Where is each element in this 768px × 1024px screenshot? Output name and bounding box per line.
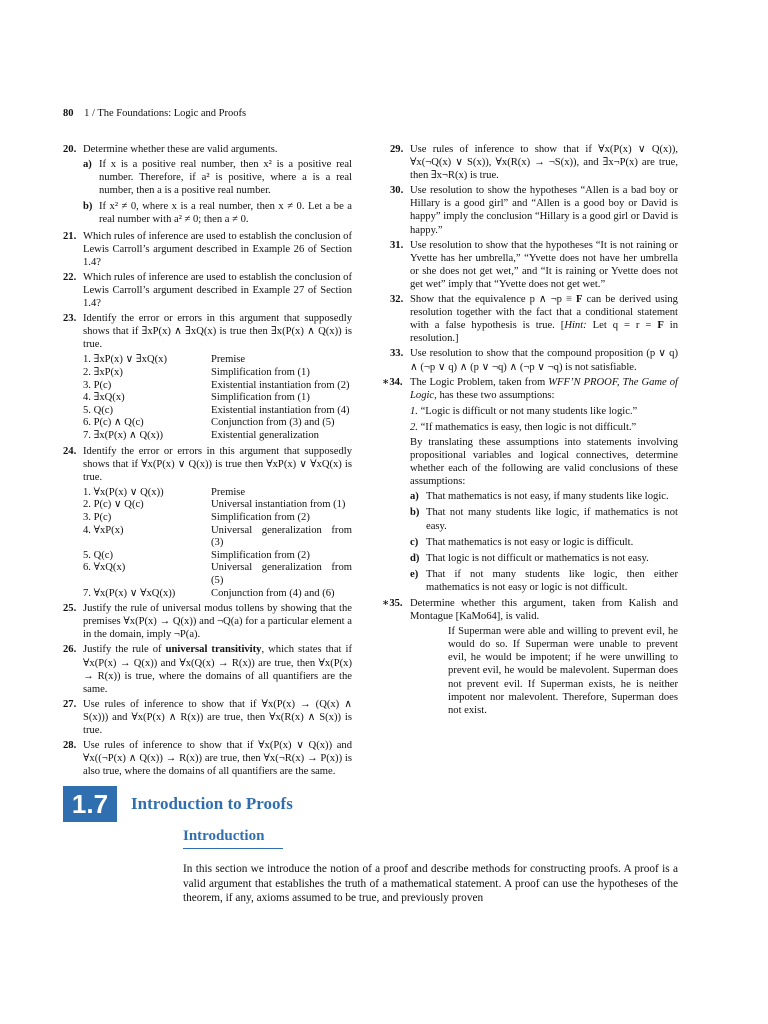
item-text: If x² ≠ 0, where x is a real number, then x ≠ 0. Let a be a real number with a² ≠ 0; then a ≠ 0. <box>99 201 352 226</box>
exercise-text: Which rules of inference are used to establish the conclusion of Lewis Carroll’s argument described in Example 27 of Section 1.4? <box>83 271 352 310</box>
exercise-number: ∗34. <box>382 376 403 388</box>
section-number-badge: 1.7 <box>63 786 117 822</box>
exercise-20b <box>83 200 352 226</box>
exercise-text-pre: The Logic Problem, taken from <box>410 376 549 388</box>
proof-step-statement: 3. P(c) <box>83 379 112 391</box>
item-text: That mathematics is not easy, if many students like logic. <box>426 491 669 503</box>
proof-step-reason: Universal generalization from (5) <box>211 562 352 586</box>
item-label: a) <box>83 159 92 171</box>
proof-step-row <box>83 392 352 405</box>
assumption-2 <box>410 421 678 434</box>
proof-step-reason: Universal generalization from (3) <box>211 524 352 549</box>
false-symbol: F <box>576 294 583 306</box>
term-universal-transitivity: universal transitivity <box>165 644 262 656</box>
exercise-body: By translating these assumptions into statements involving propositional variables and logical connectives, determine whether each of the following are valid conclusions of these assumptions: <box>410 436 678 488</box>
exercise-number: 25. <box>63 603 77 615</box>
exercise-21 <box>63 230 352 269</box>
proof-step-row <box>83 562 352 587</box>
proof-step-row <box>83 499 352 512</box>
proof-step-reason: Simplification from (1) <box>211 392 310 404</box>
exercise-30 <box>390 184 678 236</box>
exercise-28 <box>63 739 352 778</box>
item-label: c) <box>410 536 419 548</box>
chapter-title: 1 / The Foundations: Logic and Proofs <box>84 108 247 119</box>
proof-step-row <box>83 487 352 500</box>
exercise-number: 21. <box>63 230 77 242</box>
proof-step-reason: Existential instantiation from (4) <box>211 404 350 416</box>
exercise-text-pre: Show that the equivalence p ∧ ¬p ≡ <box>410 294 576 306</box>
exercise-27 <box>63 698 352 737</box>
exercise-35 <box>382 597 678 717</box>
proof-step-row <box>83 430 352 443</box>
conclusion-item <box>410 552 678 565</box>
page-number: 80 <box>63 108 74 119</box>
exercises-right-column <box>382 143 679 719</box>
proof-step-statement: 1. ∀x(P(x) ∨ Q(x)) <box>83 486 164 498</box>
proof-step-reason: Simplification from (2) <box>211 512 310 524</box>
exercise-34 <box>382 376 678 594</box>
exercise-26 <box>63 643 352 695</box>
conclusion-list <box>410 490 678 594</box>
item-label: b) <box>83 201 93 213</box>
exercise-number: 30. <box>390 185 404 197</box>
assumption-text: “Logic is difficult or not many students like logic.” <box>417 405 638 417</box>
exercise-text: Determine whether these are valid arguments. <box>83 144 278 155</box>
proof-step-row <box>83 405 352 418</box>
item-text: That logic is not difficult or mathematics is not easy. <box>426 552 649 564</box>
proof-step-reason: Universal instantiation from (1) <box>211 499 346 511</box>
proof-step-statement: 4. ∀xP(x) <box>83 524 124 536</box>
subsection-heading: Introduction <box>183 828 283 849</box>
proof-step-reason: Conjunction from (3) and (5) <box>211 417 335 429</box>
exercise-number: 26. <box>63 644 77 656</box>
assumption-number: 1. <box>410 405 418 417</box>
exercise-number: 29. <box>390 144 404 155</box>
superman-passage: If Superman were able and willing to prevent evil, he would do so. If Superman were unable to prevent evil, he would be impotent; if he were unwilling to prevent evil, he would be malevolent. Superman does not prevent evil. If Superman exists, he is neither impotent nor malevolent. Therefore, Superman does not exist. <box>448 626 678 716</box>
exercise-20 <box>63 143 352 227</box>
item-text: That if not many students like logic, then either mathematics is not easy or logic is not difficult. <box>426 568 678 593</box>
proof-step-row <box>83 417 352 430</box>
exercise-text-post: , which states that if ∀x(P(x) → Q(x)) and ∀x(Q(x) → R(x)) are true, then ∀x(P(x) → R(x)) is true, where the domains of all quantifiers are the same. <box>83 644 352 695</box>
proof-step-statement: 6. ∀xQ(x) <box>83 562 126 574</box>
proof-steps-table <box>83 487 352 600</box>
proof-step-statement: 5. Q(c) <box>83 549 114 561</box>
proof-step-statement: 2. ∃xP(x) <box>83 367 123 378</box>
false-symbol: F <box>657 320 664 332</box>
item-label: b) <box>410 507 420 519</box>
item-label: a) <box>410 491 419 503</box>
assumption-text: “If mathematics is easy, then logic is not difficult.” <box>417 421 637 433</box>
exercise-number: 24. <box>63 445 77 457</box>
proof-step-statement: 1. ∃xP(x) ∨ ∃xQ(x) <box>83 354 167 366</box>
proof-step-row <box>83 380 352 393</box>
proof-step-statement: 6. P(c) ∧ Q(c) <box>83 417 144 429</box>
exercise-number: 22. <box>63 271 77 283</box>
exercise-22 <box>63 271 352 310</box>
proof-step-reason: Existential generalization <box>211 429 319 441</box>
exercise-text: Use resolution to show the hypotheses “Allen is a bad boy or Hillary is a good girl” and “Allen is a good boy or David is happy” imply the conclusion “Hillary is a good girl or David is happy.” <box>410 185 678 236</box>
proof-step-reason: Simplification from (2) <box>211 549 310 561</box>
exercise-number: 31. <box>390 239 404 251</box>
proof-step-statement: 7. ∃x(P(x) ∧ Q(x)) <box>83 429 163 441</box>
proof-step-reason: Premise <box>211 486 246 498</box>
proof-step-statement: 3. P(c) <box>83 512 112 524</box>
exercise-number: ∗35. <box>382 598 403 609</box>
proof-step-reason: Existential instantiation from (2) <box>211 379 350 391</box>
proof-step-row <box>83 354 352 367</box>
exercise-31 <box>390 239 678 291</box>
body-paragraph: In this section we introduce the notion of a proof and describe methods for constructing proofs. A proof is a valid argument that establishes the truth of a mathematical statement. A proof can use the hypotheses of the theorem, if any, axioms assumed to be true, and previously proven <box>183 863 678 905</box>
exercise-text: Justify the rule of universal modus tollens by showing that the premises ∀x(P(x) → Q(x)) and ¬Q(a) for a particular element a in the domain, imply ¬P(a). <box>83 603 352 641</box>
proof-step-reason: Simplification from (1) <box>211 367 310 378</box>
conclusion-item <box>410 568 678 594</box>
assumption-1 <box>410 405 678 418</box>
exercise-33 <box>390 347 678 373</box>
exercise-text-mid2: Let q = r = <box>586 320 658 332</box>
proof-step-row <box>83 588 352 601</box>
proof-step-reason: Premise <box>211 354 246 366</box>
exercise-23 <box>63 312 352 442</box>
running-header <box>63 108 246 119</box>
conclusion-item <box>410 536 678 549</box>
conclusion-item <box>410 506 678 532</box>
proof-step-statement: 5. Q(c) <box>83 404 114 416</box>
item-text: That mathematics is not easy or logic is difficult. <box>426 536 634 548</box>
exercise-text: Use rules of inference to show that if ∀x(P(x) ∨ Q(x)), ∀x(¬Q(x) ∨ S(x)), ∀x(R(x) → ¬S(x)), and ∃x¬P(x) are true, then ∃x¬R(x) is true. <box>410 144 678 182</box>
exercise-text: Which rules of inference are used to establish the conclusion of Lewis Carroll’s argument described in Example 26 of Section 1.4? <box>83 230 352 268</box>
section-heading <box>63 786 293 822</box>
exercise-number: 32. <box>390 294 404 306</box>
conclusion-item <box>410 490 678 503</box>
item-label: d) <box>410 552 420 564</box>
exercise-29 <box>390 143 678 182</box>
exercise-number: 33. <box>390 348 404 360</box>
exercise-number: 27. <box>63 698 77 710</box>
exercise-25 <box>63 602 352 641</box>
exercise-text: Use resolution to show that the hypotheses “It is not raining or Yvette has her umbrella,” “Yvette does not have her umbrella or she does not get wet,” and “It is raining or Yvette does not get wet” imply that “Yvette does not get wet.” <box>410 239 678 290</box>
exercise-text-post: , has these two assumptions: <box>434 389 555 401</box>
exercise-text-pre: Justify the rule of <box>83 644 166 656</box>
hint-label: Hint: <box>564 320 587 332</box>
exercise-text: Identify the error or errors in this argument that supposedly shows that if ∀x(P(x) ∨ Q(x)) is true then ∀xP(x) ∨ ∀xQ(x) is true. <box>83 445 352 483</box>
proof-step-row <box>83 550 352 563</box>
exercise-text-post: in resolution.] <box>410 320 679 345</box>
proof-step-statement: 4. ∃xQ(x) <box>83 392 125 404</box>
assumption-number: 2. <box>410 421 418 433</box>
exercise-32 <box>390 293 678 345</box>
proof-step-statement: 7. ∀x(P(x) ∨ ∀xQ(x)) <box>83 587 176 599</box>
exercise-number: 20. <box>63 144 77 155</box>
proof-steps-table <box>83 354 352 442</box>
exercise-text: Use resolution to show that the compound proposition (p ∨ q) ∧ (¬p ∨ q) ∧ (p ∨ ¬q) ∧ (¬p ∨ ¬q) is not satisfiable. <box>410 348 678 373</box>
proof-step-statement: 2. P(c) ∨ Q(c) <box>83 499 144 511</box>
item-text: That not many students like logic, if mathematics is not easy. <box>426 507 678 532</box>
book-title: WFF’N PROOF, The Game of Logic <box>410 376 678 401</box>
exercises-left-column <box>63 143 352 780</box>
exercise-text: Identify the error or errors in this argument that supposedly shows that if ∃xP(x) ∧ ∃xQ(x) is true then ∃x(P(x) ∧ Q(x)) is true. <box>83 313 352 351</box>
exercise-text: Determine whether this argument, taken from Kalish and Montague [KaMo64], is valid. <box>410 598 678 623</box>
exercise-24 <box>63 445 352 601</box>
exercise-number: 23. <box>63 313 77 325</box>
exercise-number: 28. <box>63 740 77 752</box>
exercise-text-mid: can be derived using resolution together with the fact that a conditional statement with a false hypothesis is true. [ <box>410 294 678 332</box>
exercise-20a <box>83 158 352 197</box>
proof-step-row <box>83 512 352 525</box>
proof-step-row <box>83 367 352 380</box>
exercise-text: Use rules of inference to show that if ∀x(P(x) ∨ Q(x)) and ∀x((¬P(x) ∧ Q(x)) → R(x)) are true, then ∀x(¬R(x) → P(x)) is also true, where the domains of all quantifiers are the same. <box>83 740 352 778</box>
proof-step-row <box>83 525 352 550</box>
section-title: Introduction to Proofs <box>131 794 293 813</box>
item-label: e) <box>410 568 419 580</box>
proof-step-reason: Conjunction from (4) and (6) <box>211 587 335 599</box>
exercise-text: Use rules of inference to show that if ∀x(P(x) → (Q(x) ∧ S(x))) and ∀x(P(x) ∧ R(x)) are true, then ∀x(R(x) ∧ S(x)) is true. <box>83 698 352 737</box>
item-text: If x is a positive real number, then x² is a positive real number. Therefore, if a² is positive, where a is a real number, then a is a positive real number. <box>99 159 352 197</box>
